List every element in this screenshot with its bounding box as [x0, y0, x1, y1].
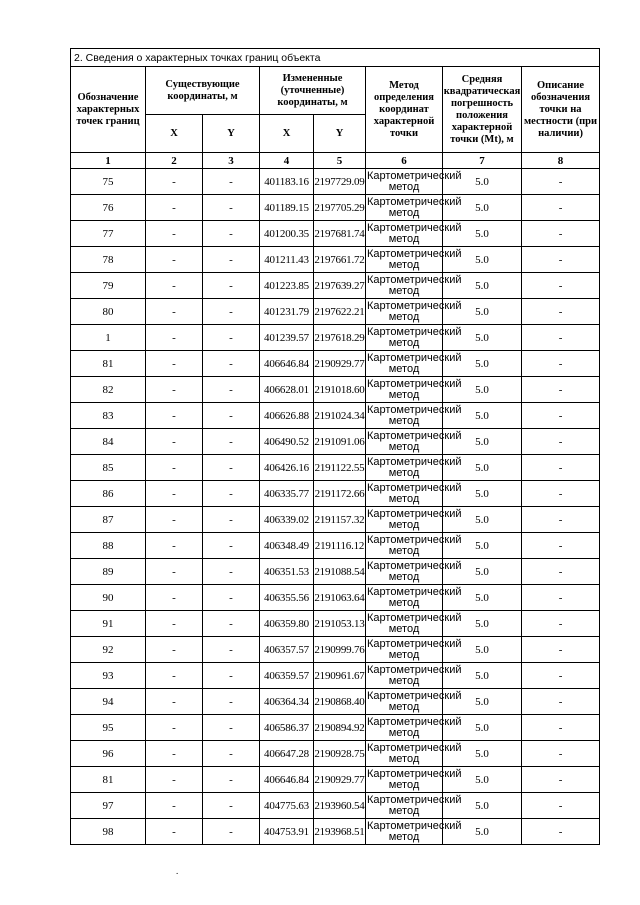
changed-y-cell: 2191018.60 [314, 377, 366, 403]
header-existing-coordinates: Существующие координаты, м [146, 67, 260, 115]
table-row [71, 247, 600, 273]
existing-y-cell: - [203, 819, 260, 845]
existing-y-cell: - [203, 481, 260, 507]
accuracy-cell: 5.0 [443, 637, 522, 663]
changed-y-cell: 2191091.06 [314, 429, 366, 455]
point-designation-cell: 80 [71, 299, 146, 325]
point-designation-cell: 89 [71, 559, 146, 585]
accuracy-cell: 5.0 [443, 585, 522, 611]
description-cell: - [522, 221, 600, 247]
existing-x-cell: - [146, 169, 203, 195]
table-row [71, 299, 600, 325]
existing-y-cell: - [203, 403, 260, 429]
changed-x-cell: 406335.77 [260, 481, 314, 507]
changed-y-cell: 2191088.54 [314, 559, 366, 585]
existing-y-cell: - [203, 221, 260, 247]
table-row [71, 533, 600, 559]
changed-y-cell: 2193960.54 [314, 793, 366, 819]
changed-y-cell: 2197639.27 [314, 273, 366, 299]
description-cell: - [522, 793, 600, 819]
changed-y-cell: 2190961.67 [314, 663, 366, 689]
changed-x-cell: 406586.37 [260, 715, 314, 741]
changed-y-cell: 2191024.34 [314, 403, 366, 429]
changed-y-cell: 2190929.77 [314, 351, 366, 377]
table-row [71, 351, 600, 377]
changed-y-cell: 2190868.40 [314, 689, 366, 715]
table-row [71, 741, 600, 767]
changed-x-cell: 401200.35 [260, 221, 314, 247]
method-cell: Картометрический метод [367, 377, 462, 401]
existing-x-cell: - [146, 611, 203, 637]
description-cell: - [522, 533, 600, 559]
changed-y-cell: 2190928.75 [314, 741, 366, 767]
changed-x-cell: 406339.02 [260, 507, 314, 533]
header-changed-x: X [260, 115, 314, 153]
column-number: 1 [71, 153, 146, 169]
point-designation-cell: 87 [71, 507, 146, 533]
table-row [71, 325, 600, 351]
accuracy-cell: 5.0 [443, 221, 522, 247]
existing-y-cell: - [203, 559, 260, 585]
existing-x-cell: - [146, 403, 203, 429]
changed-x-cell: 406626.88 [260, 403, 314, 429]
existing-y-cell: - [203, 429, 260, 455]
existing-x-cell: - [146, 741, 203, 767]
existing-y-cell: - [203, 767, 260, 793]
description-cell: - [522, 481, 600, 507]
changed-x-cell: 406647.28 [260, 741, 314, 767]
existing-x-cell: - [146, 299, 203, 325]
existing-x-cell: - [146, 689, 203, 715]
existing-x-cell: - [146, 637, 203, 663]
accuracy-cell: 5.0 [443, 169, 522, 195]
column-number: 8 [522, 153, 600, 169]
description-cell: - [522, 585, 600, 611]
header-changed-coordinates: Измененные (уточненные) координаты, м [260, 67, 366, 115]
point-designation-cell: 93 [71, 663, 146, 689]
accuracy-cell: 5.0 [443, 715, 522, 741]
changed-x-cell: 406348.49 [260, 533, 314, 559]
method-cell: Картометрический метод [367, 767, 462, 791]
description-cell: - [522, 559, 600, 585]
existing-y-cell: - [203, 663, 260, 689]
existing-x-cell: - [146, 767, 203, 793]
point-designation-cell: 95 [71, 715, 146, 741]
existing-y-cell: - [203, 195, 260, 221]
existing-x-cell: - [146, 715, 203, 741]
table-row [71, 663, 600, 689]
description-cell: - [522, 377, 600, 403]
changed-x-cell: 406357.57 [260, 637, 314, 663]
description-cell: - [522, 351, 600, 377]
table-row [71, 403, 600, 429]
description-cell: - [522, 247, 600, 273]
existing-x-cell: - [146, 663, 203, 689]
changed-x-cell: 406628.01 [260, 377, 314, 403]
method-cell: Картометрический метод [367, 585, 462, 609]
changed-x-cell: 406646.84 [260, 351, 314, 377]
changed-y-cell: 2191053.13 [314, 611, 366, 637]
existing-x-cell: - [146, 481, 203, 507]
point-designation-cell: 77 [71, 221, 146, 247]
existing-y-cell: - [203, 533, 260, 559]
method-cell: Картометрический метод [367, 819, 462, 843]
changed-y-cell: 2193968.51 [314, 819, 366, 845]
point-designation-cell: 85 [71, 455, 146, 481]
changed-x-cell: 406351.53 [260, 559, 314, 585]
table-row [71, 507, 600, 533]
changed-x-cell: 406355.56 [260, 585, 314, 611]
method-cell: Картометрический метод [367, 351, 462, 375]
method-cell: Картометрический метод [367, 637, 462, 661]
table-row [71, 637, 600, 663]
description-cell: - [522, 273, 600, 299]
table-row [71, 429, 600, 455]
existing-x-cell: - [146, 429, 203, 455]
method-cell: Картометрический метод [367, 455, 462, 479]
point-designation-cell: 83 [71, 403, 146, 429]
changed-y-cell: 2191122.55 [314, 455, 366, 481]
existing-y-cell: - [203, 325, 260, 351]
accuracy-cell: 5.0 [443, 429, 522, 455]
method-cell: Картометрический метод [367, 507, 462, 531]
changed-x-cell: 406359.80 [260, 611, 314, 637]
changed-y-cell: 2197618.29 [314, 325, 366, 351]
description-cell: - [522, 663, 600, 689]
changed-y-cell: 2197705.29 [314, 195, 366, 221]
existing-y-cell: - [203, 455, 260, 481]
changed-x-cell: 401211.43 [260, 247, 314, 273]
accuracy-cell: 5.0 [443, 611, 522, 637]
point-designation-cell: 94 [71, 689, 146, 715]
existing-x-cell: - [146, 585, 203, 611]
method-cell: Картометрический метод [367, 559, 462, 583]
header-changed-y: Y [314, 115, 366, 153]
description-cell: - [522, 689, 600, 715]
column-number: 7 [443, 153, 522, 169]
point-designation-cell: 78 [71, 247, 146, 273]
changed-x-cell: 406490.52 [260, 429, 314, 455]
existing-y-cell: - [203, 715, 260, 741]
accuracy-cell: 5.0 [443, 325, 522, 351]
changed-y-cell: 2190999.76 [314, 637, 366, 663]
changed-x-cell: 401183.16 [260, 169, 314, 195]
existing-x-cell: - [146, 455, 203, 481]
description-cell: - [522, 195, 600, 221]
point-designation-cell: 76 [71, 195, 146, 221]
existing-y-cell: - [203, 793, 260, 819]
accuracy-cell: 5.0 [443, 403, 522, 429]
changed-x-cell: 401223.85 [260, 273, 314, 299]
method-cell: Картометрический метод [367, 325, 462, 349]
description-cell: - [522, 741, 600, 767]
accuracy-cell: 5.0 [443, 455, 522, 481]
table-row [71, 455, 600, 481]
existing-y-cell: - [203, 273, 260, 299]
section-title: 2. Сведения о характерных точках границ объекта [71, 49, 600, 67]
method-cell: Картометрический метод [367, 663, 462, 687]
point-designation-cell: 88 [71, 533, 146, 559]
accuracy-cell: 5.0 [443, 533, 522, 559]
column-number: 6 [366, 153, 443, 169]
table-row [71, 819, 600, 845]
accuracy-cell: 5.0 [443, 741, 522, 767]
method-cell: Картометрический метод [367, 299, 462, 323]
description-cell: - [522, 429, 600, 455]
header-accuracy: Средняя квадратическая погрешность положения характерной точки (Mt), м [443, 67, 522, 153]
accuracy-cell: 5.0 [443, 247, 522, 273]
table-row [71, 195, 600, 221]
footer-mark: . [176, 866, 179, 876]
accuracy-cell: 5.0 [443, 481, 522, 507]
description-cell: - [522, 403, 600, 429]
changed-x-cell: 401189.15 [260, 195, 314, 221]
changed-x-cell: 404753.91 [260, 819, 314, 845]
header-description: Описание обозначения точки на местности (при наличии) [522, 67, 600, 153]
changed-x-cell: 406646.84 [260, 767, 314, 793]
existing-y-cell: - [203, 169, 260, 195]
existing-x-cell: - [146, 533, 203, 559]
table-row [71, 481, 600, 507]
table-row [71, 559, 600, 585]
point-designation-cell: 79 [71, 273, 146, 299]
accuracy-cell: 5.0 [443, 507, 522, 533]
point-designation-cell: 1 [71, 325, 146, 351]
method-cell: Картометрический метод [367, 195, 462, 219]
existing-x-cell: - [146, 507, 203, 533]
description-cell: - [522, 507, 600, 533]
column-number: 4 [260, 153, 314, 169]
table-row [71, 793, 600, 819]
method-cell: Картометрический метод [367, 247, 462, 271]
accuracy-cell: 5.0 [443, 819, 522, 845]
point-designation-cell: 84 [71, 429, 146, 455]
changed-x-cell: 401231.79 [260, 299, 314, 325]
changed-y-cell: 2197729.09 [314, 169, 366, 195]
method-cell: Картометрический метод [367, 715, 462, 739]
changed-y-cell: 2190929.77 [314, 767, 366, 793]
table-row [71, 377, 600, 403]
changed-x-cell: 406364.34 [260, 689, 314, 715]
description-cell: - [522, 637, 600, 663]
accuracy-cell: 5.0 [443, 377, 522, 403]
header-existing-x: X [146, 115, 203, 153]
method-cell: Картометрический метод [367, 689, 462, 713]
table-row [71, 767, 600, 793]
table-row [71, 715, 600, 741]
existing-y-cell: - [203, 377, 260, 403]
point-designation-cell: 82 [71, 377, 146, 403]
method-cell: Картометрический метод [367, 793, 462, 817]
description-cell: - [522, 325, 600, 351]
changed-y-cell: 2190894.92 [314, 715, 366, 741]
description-cell: - [522, 455, 600, 481]
point-designation-cell: 90 [71, 585, 146, 611]
point-designation-cell: 75 [71, 169, 146, 195]
description-cell: - [522, 169, 600, 195]
table-row [71, 169, 600, 195]
method-cell: Картометрический метод [367, 741, 462, 765]
accuracy-cell: 5.0 [443, 559, 522, 585]
method-cell: Картометрический метод [367, 273, 462, 297]
point-designation-cell: 98 [71, 819, 146, 845]
column-number: 5 [314, 153, 366, 169]
method-cell: Картометрический метод [367, 533, 462, 557]
existing-y-cell: - [203, 611, 260, 637]
boundary-points-table [70, 48, 600, 845]
changed-y-cell: 2191116.12 [314, 533, 366, 559]
method-cell: Картометрический метод [367, 403, 462, 427]
table-row [71, 689, 600, 715]
description-cell: - [522, 299, 600, 325]
changed-x-cell: 406426.16 [260, 455, 314, 481]
changed-y-cell: 2191157.32 [314, 507, 366, 533]
point-designation-cell: 81 [71, 767, 146, 793]
changed-x-cell: 401239.57 [260, 325, 314, 351]
point-designation-cell: 91 [71, 611, 146, 637]
existing-x-cell: - [146, 221, 203, 247]
point-designation-cell: 97 [71, 793, 146, 819]
changed-x-cell: 406359.57 [260, 663, 314, 689]
accuracy-cell: 5.0 [443, 273, 522, 299]
method-cell: Картометрический метод [367, 169, 462, 193]
changed-y-cell: 2191063.64 [314, 585, 366, 611]
existing-x-cell: - [146, 325, 203, 351]
table-row [71, 221, 600, 247]
existing-y-cell: - [203, 351, 260, 377]
column-number: 2 [146, 153, 203, 169]
existing-x-cell: - [146, 793, 203, 819]
accuracy-cell: 5.0 [443, 689, 522, 715]
existing-x-cell: - [146, 273, 203, 299]
description-cell: - [522, 819, 600, 845]
changed-y-cell: 2197661.72 [314, 247, 366, 273]
existing-x-cell: - [146, 559, 203, 585]
changed-y-cell: 2191172.66 [314, 481, 366, 507]
table-row [71, 273, 600, 299]
existing-y-cell: - [203, 741, 260, 767]
accuracy-cell: 5.0 [443, 299, 522, 325]
changed-y-cell: 2197681.74 [314, 221, 366, 247]
column-number-row [71, 153, 600, 169]
description-cell: - [522, 611, 600, 637]
description-cell: - [522, 715, 600, 741]
accuracy-cell: 5.0 [443, 663, 522, 689]
header-method: Метод определения координат характерной точки [366, 67, 443, 153]
accuracy-cell: 5.0 [443, 767, 522, 793]
accuracy-cell: 5.0 [443, 793, 522, 819]
method-cell: Картометрический метод [367, 221, 462, 245]
existing-y-cell: - [203, 299, 260, 325]
changed-y-cell: 2197622.21 [314, 299, 366, 325]
description-cell: - [522, 767, 600, 793]
boundary-points-sheet [70, 48, 599, 845]
existing-x-cell: - [146, 351, 203, 377]
existing-y-cell: - [203, 507, 260, 533]
method-cell: Картометрический метод [367, 481, 462, 505]
existing-x-cell: - [146, 819, 203, 845]
existing-x-cell: - [146, 195, 203, 221]
table-row [71, 585, 600, 611]
method-cell: Картометрический метод [367, 429, 462, 453]
existing-y-cell: - [203, 585, 260, 611]
point-designation-cell: 86 [71, 481, 146, 507]
existing-y-cell: - [203, 247, 260, 273]
header-existing-y: Y [203, 115, 260, 153]
table-row [71, 611, 600, 637]
header-point-designation: Обозначение характерных точек границ [71, 67, 146, 153]
point-designation-cell: 81 [71, 351, 146, 377]
point-designation-cell: 96 [71, 741, 146, 767]
existing-x-cell: - [146, 247, 203, 273]
existing-x-cell: - [146, 377, 203, 403]
accuracy-cell: 5.0 [443, 351, 522, 377]
existing-y-cell: - [203, 637, 260, 663]
changed-x-cell: 404775.63 [260, 793, 314, 819]
method-cell: Картометрический метод [367, 611, 462, 635]
accuracy-cell: 5.0 [443, 195, 522, 221]
column-number: 3 [203, 153, 260, 169]
existing-y-cell: - [203, 689, 260, 715]
table-body [71, 169, 600, 845]
point-designation-cell: 92 [71, 637, 146, 663]
